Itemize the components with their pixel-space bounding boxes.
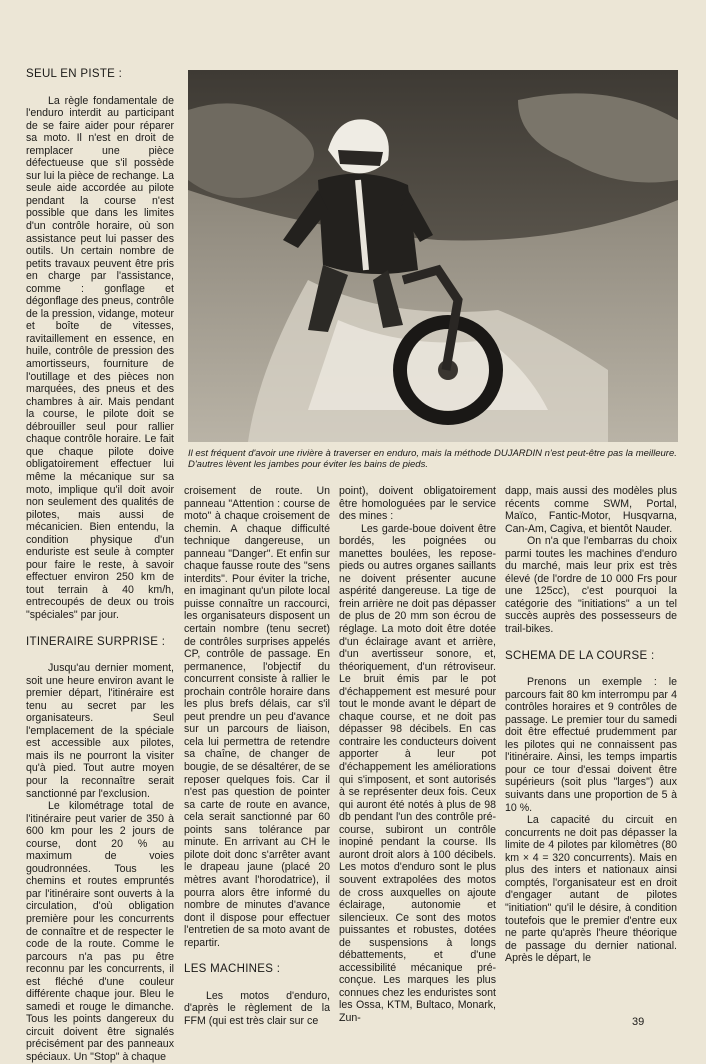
section-heading-itineraire-surprise: ITINERAIRE SURPRISE : xyxy=(26,635,166,648)
section-heading-schema-de-la-course: SCHEMA DE LA COURSE : xyxy=(505,649,655,662)
column-2 xyxy=(184,485,330,1027)
paragraph: Jusqu'au dernier moment, soit une heure environ avant le premier départ, l'itinéraire est tenu au secret par les organisateurs. Seul l'emplacement de la spéciale est accessible aux pilotes, mais ils ne pourront la visiter qu'à pied. Tout autre moyen pour la reconnaître serait sanctionné par l'exclusion. xyxy=(26,662,174,800)
paragraph: La règle fondamentale de l'enduro interdit au participant de se faire aider pour réparer sa moto. Il n'est en droit de remplacer une pièce défectueuse que s'il possède sur lui la pièce de rechange. La seule aide accordée au pilote pendant la course n'est possible que dans les limites d'un contrôle horaire, où son assistance peut lui passer des outils. Un certain nombre de petits travaux peuvent être pris en charge par l'assistance, comme : gonflage et dégonflage des pneus, contrôle de la pression, vidange, moteur et boîte de vitesses, ravitaillement en essence, en huile, contrôle de pression des amortisseurs, fourniture de l'outillage et des pièces non marquées, des pneus et des chambres à air. Mais pendant la course, le pilote doit se débrouiller seul pour rallier chaque contrôle horaire. Le fait que chaque pilote doive obligatoirement effectuer lui même la mécanique sur sa moto, implique qu'il doit avoir non seulement des qualités de pilotes, mais aussi de mécanicien. Bien entendu, la condition physique d'un enduriste est seule à compter pour faire le reste, à savoir effectuer environ 250 km de tout terrain à 40 km/h, entrecoupés de deux ou trois "spéciales" par jour. xyxy=(26,94,174,621)
paragraph: Les motos d'enduro, d'après le règlement de la FFM (qui est très clair sur ce xyxy=(184,989,330,1027)
paragraph: Prenons un exemple : le parcours fait 80 km interrompu par 4 contrôles horaires et 9 contrôles de passage. Le premier tour du samedi doit être effectué prudemment par les pilotes qui ne connaissent pas l'itinéraire. Ainsi, les temps impartis pour ce tour d'essai doivent être supérieurs (soit plus "larges") aux suivants dans une proportion de 5 à 10 %. xyxy=(505,676,677,814)
paragraph: Les garde-boue doivent être bordés, les poignées ou manettes boulées, les repose-pieds ou autres organes saillants ne doivent présenter aucune aspérité dangereuse. La tige de frein arrière ne doit pas dépasser de plus de 20 mm son écrou de réglage. La moto doit être dotée d'un éclairage avant et arrière, d'un avertisseur sonore, et, théoriquement, d'un rétroviseur. Le bruit émis par le pot d'échappement est mesuré pour tout le monde avant le départ de chaque course, et ne doit pas dépasser 98 décibels. En cas contraire les conducteurs doivent apporter à leur pot d'échappement les améliorations qui s'imposent, et sont autorisés à se représenter deux fois. Ceux qui auront été notés à plus de 98 db pendant l'un des contrôle pré-course, subiront un contrôle inopiné pendant la course. Ils auront droit alors à 100 décibels. Les motos d'enduro sont le plus souvent extrapolées des motos de cross auxquelles on ajoute éclairage, autonomie et silencieux. Ce sont des motos puissantes et robustes, dotées de suspensions à longs débattements, et d'une accessibilité mécanique pré-conçue. Les marques les plus connues chez les enduristes sont les Ossa, KTM, Bultaco, Monark, Zun- xyxy=(339,522,496,1024)
column-1 xyxy=(26,68,174,1064)
paragraph: croisement de route. Un panneau "Attention : course de moto" à chaque croisement de chemin. A chaque difficulté technique dangereuse, un panneau "Danger". Et enfin sur chaque fausse route des "sens interdits". Pour éviter la triche, en imaginant qu'un pilote local puisse connaître un raccourci, les organisateurs disposent un certain nombre (tenu secret) de contrôles surprises appelés CP, contrôle de passage. En permanence, l'objectif du concurrent consiste à rallier le prochain contrôle horaire dans les plus brefs délais, car s'il peut prendre un peu d'avance sur un parcours de liaison, cela lui permettra de retendre sa chaîne, de changer de bougie, de se désaltérer, de se reposer quelques fois. Car il n'est pas question de pointer sa carte de route en avance, cela serait sanctionné par 60 points sans tolérance par minute. En arrivant au CH le pilote doit donc s'arrêter avant le drapeau jaune (placé 20 mètres avant l'horodatrice), il pourra alors être informé du nombre de minutes d'avance dont il dispose pour effectuer l'entretien de sa moto avant de repartir. xyxy=(184,485,330,949)
page-number: 39 xyxy=(632,1016,645,1028)
section-heading-les-machines: LES MACHINES : xyxy=(184,963,281,976)
paragraph: dapp, mais aussi des modèles plus récents comme SWM, Portal, Maïco, Fantic-Motor, Husqvarna, Can-Am, Cagiva, et bientôt Nauder. xyxy=(505,485,677,535)
column-4 xyxy=(505,485,677,965)
paragraph: point), doivent obligatoirement être homologuées par le service des mines : xyxy=(339,485,496,523)
paragraph: La capacité du circuit en concurrents ne doit pas dépasser la limite de 4 pilotes par kilomètres (80 km × 4 = 320 concurrents). Mais en plus des inters et nationaux ainsi comptés, l'organisateur est en droit d'engager autant de pilotes "initiation" qu'il le désire, à condition toutefois que le premier d'entre eux ne parte qu'après l'heure théorique de passage du dernier national. Après le départ, le xyxy=(505,814,677,965)
paragraph: Le kilométrage total de l'itinéraire peut varier de 350 à 600 km pour les 2 jours de course, dont 20 % au maximum de voies goudronnées. Tous les chemins et routes empruntés par l'itinéraire sont ouverts à la circulation, d'où obligation première pour les concurrents de connaître et de respecter le code de la route. Comme le parcours n'a pas pu être reconnu par les concurrents, il est fléché d'une couleur différente chaque jour. Bleu le samedi et rouge le dimanche. Tous les points dangereux du circuit doivent être signalés précisément par des panneaux spéciaux. Un "Stop" à chaque xyxy=(26,800,174,1064)
photo-caption: Il est fréquent d'avoir une rivière à traverser en enduro, mais la méthode DUJARDIN n'est peut-être pas la meilleure. D'autres lèvent les jambes pour éviter les bains de pieds. xyxy=(188,448,677,471)
section-heading-seul-en-piste: SEUL EN PISTE : xyxy=(26,68,123,80)
paragraph: On n'a que l'embarras du choix parmi toutes les machines d'enduro du marché, mais leur prix est très élevé (de l'ordre de 10 000 Frs pour une 125cc), c'est pourquoi la catégorie des "initiations" a un tel succès auprès des possesseurs de trail-bikes. xyxy=(505,535,677,636)
photo-illustration xyxy=(188,70,678,442)
column-3 xyxy=(339,485,496,1025)
enduro-river-photo xyxy=(188,70,678,442)
